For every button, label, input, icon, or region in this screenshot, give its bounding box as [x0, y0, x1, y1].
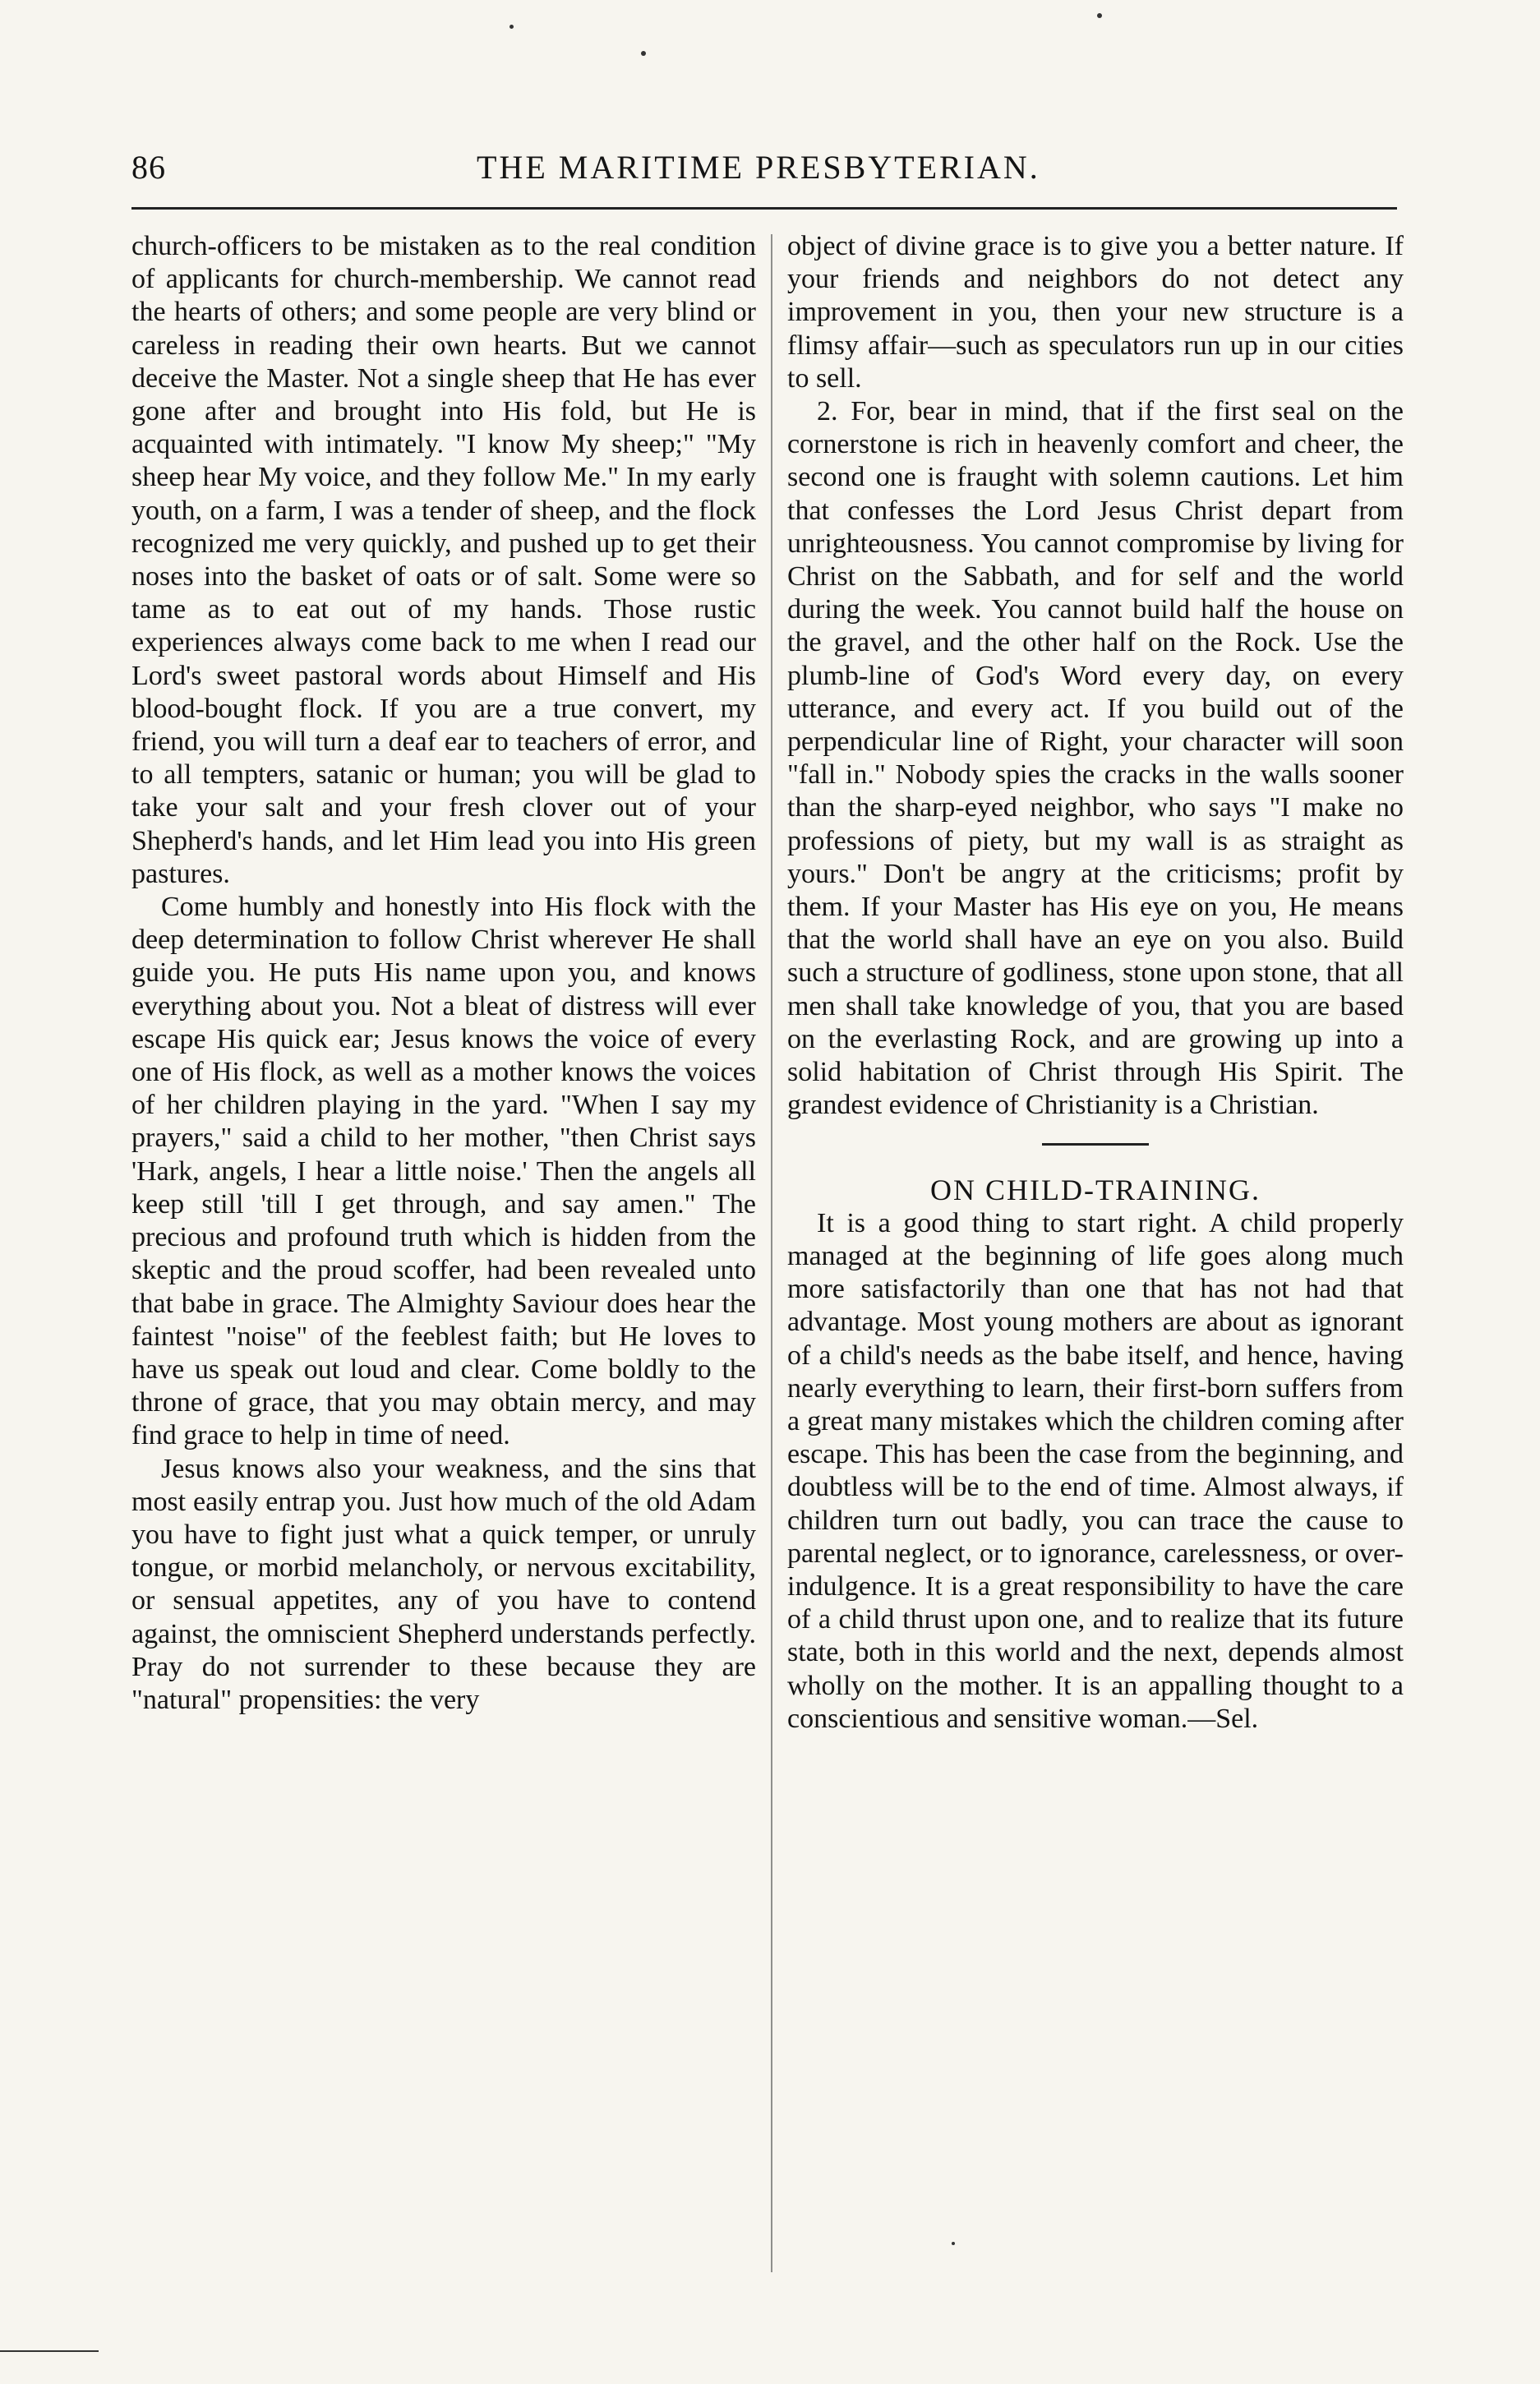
left-column	[131, 230, 756, 1717]
header-rule	[131, 207, 1397, 210]
section-paragraph-1: It is a good thing to start right. A child properly managed at the beginning of life goes along much more satisfactorily than one that has not had that advantage. Most young mothers are about as ignorant of a child's needs as the babe itself, and hence, having nearly everything to learn, their first-born suffers from a great many mistakes which the children coming after escape. This has been the case from the beginning, and doubtless will be to the end of time. Almost always, if children turn out badly, you can trace the cause to parental neglect, or to ignorance, carelessness, or over-indulgence. It is a great responsibility to have the care of a child thrust upon one, and to realize that its future state, both in this world and the next, depends almost wholly on the mother. It is an appalling thought to a conscientious and sensitive woman.—Sel.	[787, 1207, 1404, 1734]
print-speck	[1097, 13, 1102, 18]
section-divider-rule	[1042, 1143, 1149, 1146]
page-number: 86	[131, 149, 166, 186]
print-speck	[509, 25, 514, 29]
left-paragraph-3: Jesus knows also your weakness, and the sins that most easily entrap you. Just how much of the old Adam you have to fight just what a quick temper, or unruly tongue, or morbid melancholy, or nervous excitability, or sensual appetites, any of you have to contend against, the omniscient Shepherd understands perfectly. Pray do not surrender to these because they are "natural" propensities: the very	[131, 1453, 756, 1715]
footer-rule	[0, 2350, 99, 2352]
page-header	[131, 148, 1397, 197]
right-column	[787, 230, 1404, 1736]
running-title: THE MARITIME PRESBYTERIAN.	[477, 149, 1040, 186]
left-paragraph-2: Come humbly and honestly into His flock with the deep determination to follow Christ wherever He shall guide you. He puts His name upon you, and knows everything about you. Not a bleat of distress will ever escape His quick ear; Jesus knows the voice of every one of His flock, as well as a mother knows the voices of her children playing in the yard. "When I say my prayers," said a child to her mother, "then Christ says 'Hark, angels, I hear a little noise.' Then the angels all keep still 'till I get through, and say amen." The precious and profound truth which is hidden from the skeptic and the proud scoffer, had been revealed unto that babe in grace. The Almighty Saviour does hear the faintest "noise" of the feeblest faith; but He loves to have us speak out loud and clear. Come boldly to the throne of grace, that you may obtain mercy, and may find grace to help in time of need.	[131, 892, 756, 1451]
column-divider	[771, 234, 772, 2272]
right-paragraph-2: 2. For, bear in mind, that if the first seal on the cornerstone is rich in heavenly comfort and cheer, the second one is fraught with solemn cautions. Let him that confesses the Lord Jesus Christ depart from unrighteousness. You cannot compromise by living for Christ on the Sabbath, and for self and the world during the week. You cannot build half the house on the gravel, and the other half on the Rock. Use the plumb-line of God's Word every day, on every utterance, and every act. If you build out of the perpendicular line of Right, your character will soon "fall in." Nobody spies the cracks in the walls sooner than the sharp-eyed neighbor, who says "I make no professions of piety, but my wall is as straight as yours." Don't be angry at the criticisms; profit by them. If your Master has His eye on you, He means that the world shall have an eye on you also. Build such a structure of godliness, stone upon stone, that all men shall take knowledge of you, that you are based on the everlasting Rock, and are growing up into a solid habitation of Christ through His Spirit. The grandest evidence of Christianity is a Christian.	[787, 396, 1404, 1121]
right-paragraph-1: object of divine grace is to give you a better nature. If your friends and neighbors do not detect any improvement in you, then your new structure is a flimsy affair—such as speculators run up in our cities to sell.	[787, 231, 1404, 394]
print-speck	[952, 2242, 955, 2245]
print-speck	[641, 51, 646, 56]
left-paragraph-1: church-officers to be mistaken as to the real condition of applicants for church-membership. We cannot read the hearts of others; and some people are very blind or careless in reading their own hearts. But we cannot deceive the Master. Not a single sheep that He has ever gone after and brought into His fold, but He is acquainted with intimately. "I know My sheep;" "My sheep hear My voice, and they follow Me." In my early youth, on a farm, I was a tender of sheep, and the flock recognized me very quickly, and pushed up to get their noses into the basket of oats or of salt. Some were so tame as to eat out of my hands. Those rustic experiences always come back to me when I read our Lord's sweet pastoral words about Himself and His blood-bought flock. If you are a true convert, my friend, you will turn a deaf ear to teachers of error, and to all tempters, satanic or human; you will be glad to take your salt and your fresh clover out of your Shepherd's hands, and let Him lead you into His green pastures.	[131, 231, 756, 889]
section-heading: ON CHILD-TRAINING.	[930, 1174, 1261, 1207]
